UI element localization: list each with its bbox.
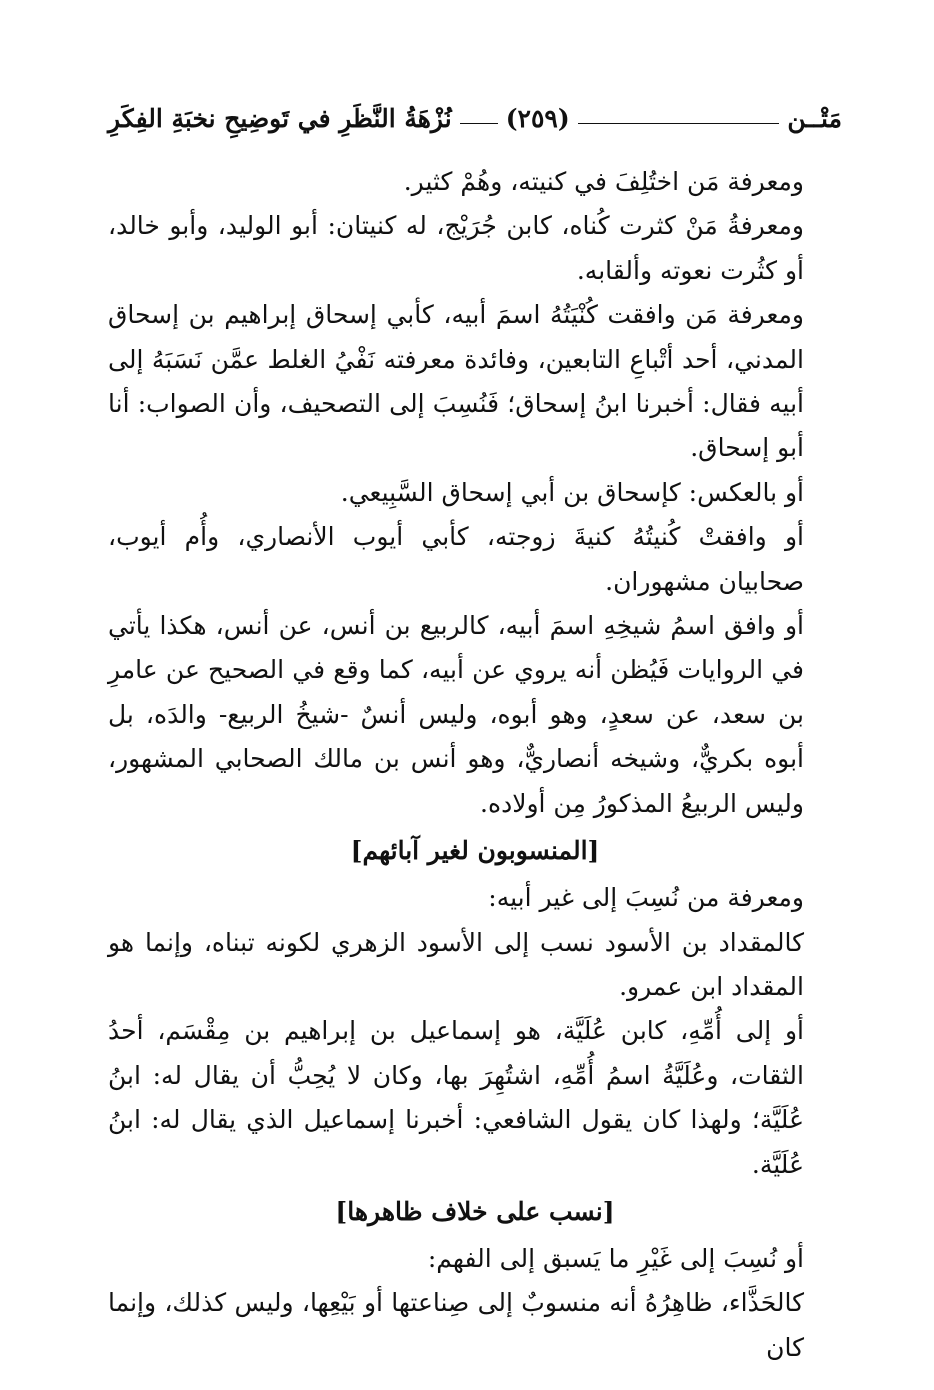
book-title: نُزْهَةُ النَّظَرِ في تَوضِيحِ نخبَةِ الفِكَرِ (108, 103, 452, 133)
section-label: مَتْــن (787, 103, 842, 133)
paragraph: أو وافقتْ كُنيتُهُ كنيةَ زوجته، كأبي أيوب الأنصاري، وأُم أيوب، صحابيان مشهوران. (108, 522, 804, 596)
paragraph: ومعرفةُ مَنْ كثرت كُناه، كابن جُرَيْج، له كنيتان: أبو الوليد، وأبو خالد، أو كثُرت نعوته وألقابه. (108, 211, 804, 285)
header-rule (578, 123, 780, 124)
running-header (108, 95, 842, 141)
paragraph: ومعرفة مَن وافقت كُنْيَتُهُ اسمَ أبيه، كأبي إسحاق إبراهيم بن إسحاق المدني، أحد أتْباعِ التابعين، وفائدة معرفته نَفْيُ الغلط عمَّن نَسَبَهُ إلى أبيه فقال: أخبرنا ابنُ إسحاق؛ فَنُسِبَ إلى التصحيف، وأن الصواب: أنا أبو إسحاق. (108, 300, 804, 463)
paragraph: أو نُسِبَ إلى غَيْرِ ما يَسبق إلى الفهم: (427, 1243, 804, 1273)
paragraph: كالحَذَّاء، ظاهِرُهُ أنه منسوبٌ إلى صِناعتها أو بَيْعِها، وليس كذلك، وإنما كان (108, 1288, 804, 1362)
page-number: (٢٥٩) (505, 103, 570, 133)
paragraph: أو بالعكس: كإسحاق بن أبي إسحاق السَّبِيعي. (340, 477, 804, 507)
paragraph: أو إلى أُمِّهِ، كابن عُلَيَّة، هو إسماعيل بن إبراهيم بن مِقْسَم، أحدُ الثقات، وعُلَيَّةُ اسمُ أُمِّهِ، اشتُهِرَ بها، وكان لا يُحِبُّ أن يقال له: ابنُ عُلَيَّة؛ ولهذا كان يقول الشافعي: أخبرنا إسماعيل الذي يقال له: ابنُ عُلَيَّة. (108, 1016, 804, 1179)
paragraph: ومعرفة من نُسِبَ إلى غير أبيه: (488, 883, 804, 913)
section-heading: [المنسوبون لغير آبائهم] (350, 836, 600, 866)
header-rule (460, 123, 498, 124)
main-text (108, 160, 842, 1370)
paragraph: أو وافق اسمُ شيخِهِ اسمَ أبيه، كالربيع بن أنس، عن أنس، هكذا يأتي في الروايات فَيُظن أنه يروي عن أبيه، كما وقع في الصحيح عن عامرِ بن سعد، عن سعدٍ، وهو أبوه، وليس أنسٌ -شيخُ الربيع- والدَه، بل أبوه بكريٌّ، وشيخه أنصاريٌّ، وهو أنس بن مالك الصحابي المشهور، وليس الربيعُ المذكورُ مِن أولاده. (108, 611, 804, 818)
paragraph: كالمقداد بن الأسود نسب إلى الأسود الزهري لكونه تبناه، وإنما هو المقداد ابن عمرو. (108, 927, 804, 1001)
paragraph: ومعرفة مَن اختُلِفَ في كنيته، وهُمْ كثير. (403, 167, 804, 196)
section-heading: [نسب على خلاف ظاهرها] (335, 1196, 615, 1226)
